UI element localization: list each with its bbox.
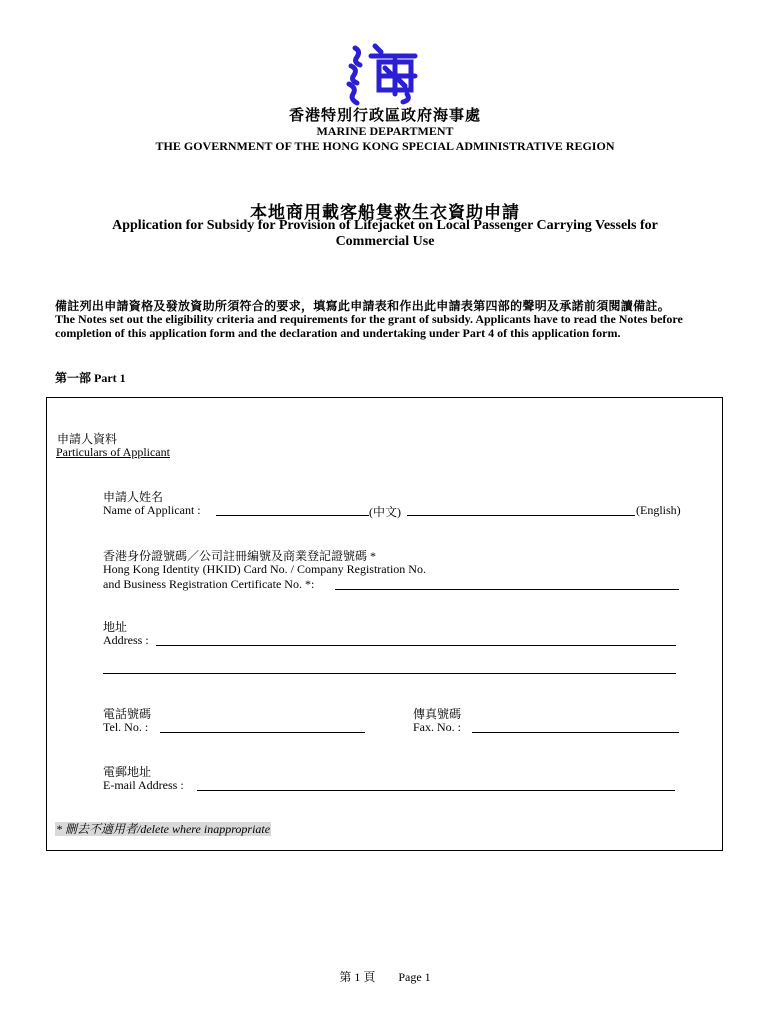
notes-en: The Notes set out the eligibility criteria and requirements for the grant of subsidy. Applicants have to read the Notes before completion of this application form and the declaration and undertaking under Part 4 of this application form. — [55, 312, 683, 340]
name-label-zh: 申請人姓名 — [103, 490, 164, 504]
part-heading: 第一部 Part 1 — [55, 371, 126, 385]
page-footer — [0, 968, 770, 985]
fax-label-zh: 傳真號碼 — [413, 707, 462, 721]
tel-label-en: Tel. No. : — [103, 720, 149, 734]
department-name: MARINE DEPARTMENT — [316, 124, 454, 138]
section-title-en: Particulars of Applicant — [56, 445, 170, 459]
id-label-zh: 香港身份證號碼／公司註冊編號及商業登記證號碼 * — [103, 549, 377, 563]
header-title-zh: 香港特別行政區政府海事處 — [288, 108, 481, 124]
marine-department-logo — [341, 40, 423, 106]
application-title-en-line1: Application for Subsidy for Provision of Lifejacket on Local Passenger Carrying Vessels for — [112, 218, 658, 233]
section-title-zh: 申請人資料 — [57, 432, 118, 446]
address-label-en: Address : — [103, 633, 149, 647]
name-english-field[interactable] — [407, 515, 635, 516]
government-name: THE GOVERNMENT OF THE HONG KONG SPECIAL ADMINISTRATIVE REGION — [155, 139, 615, 153]
address-field-line2[interactable] — [103, 673, 676, 674]
application-title-en-line2: Commercial Use — [335, 234, 435, 249]
fax-label-en: Fax. No. : — [413, 720, 461, 734]
name-chinese-tag: (中文) — [369, 505, 401, 519]
tel-label-zh: 電話號碼 — [103, 707, 152, 721]
name-english-tag: (English) — [636, 503, 681, 517]
name-label-en: Name of Applicant : — [103, 503, 201, 517]
delete-footnote-text: * 刪去不適用者/delete where inappropriate — [56, 822, 271, 836]
address-field-line1[interactable] — [156, 645, 676, 646]
name-chinese-field[interactable] — [216, 515, 369, 516]
id-number-field[interactable] — [335, 589, 679, 590]
applicant-particulars-box — [46, 397, 723, 851]
page-number-en: Page 1 — [398, 970, 431, 984]
application-title-zh: 本地商用載客船隻救生衣資助申請 — [250, 203, 520, 222]
notes-zh: 備註列出申請資格及發放資助所須符合的要求，填寫此申請表和作出此申請表第四部的聲明及承諾前須閱讀備註。 — [55, 299, 671, 313]
address-label-zh: 地址 — [103, 620, 128, 634]
tel-field[interactable] — [160, 732, 365, 733]
id-label-en-line2: and Business Registration Certificate No. *: — [103, 577, 315, 591]
fax-field[interactable] — [472, 732, 679, 733]
email-label-zh: 電郵地址 — [103, 765, 152, 779]
page-number-zh: 第 1 頁 — [339, 970, 376, 984]
id-label-en-line1: Hong Kong Identity (HKID) Card No. / Company Registration No. — [103, 562, 426, 576]
email-field[interactable] — [197, 790, 675, 791]
delete-footnote — [55, 820, 271, 838]
email-label-en: E-mail Address : — [103, 778, 184, 792]
